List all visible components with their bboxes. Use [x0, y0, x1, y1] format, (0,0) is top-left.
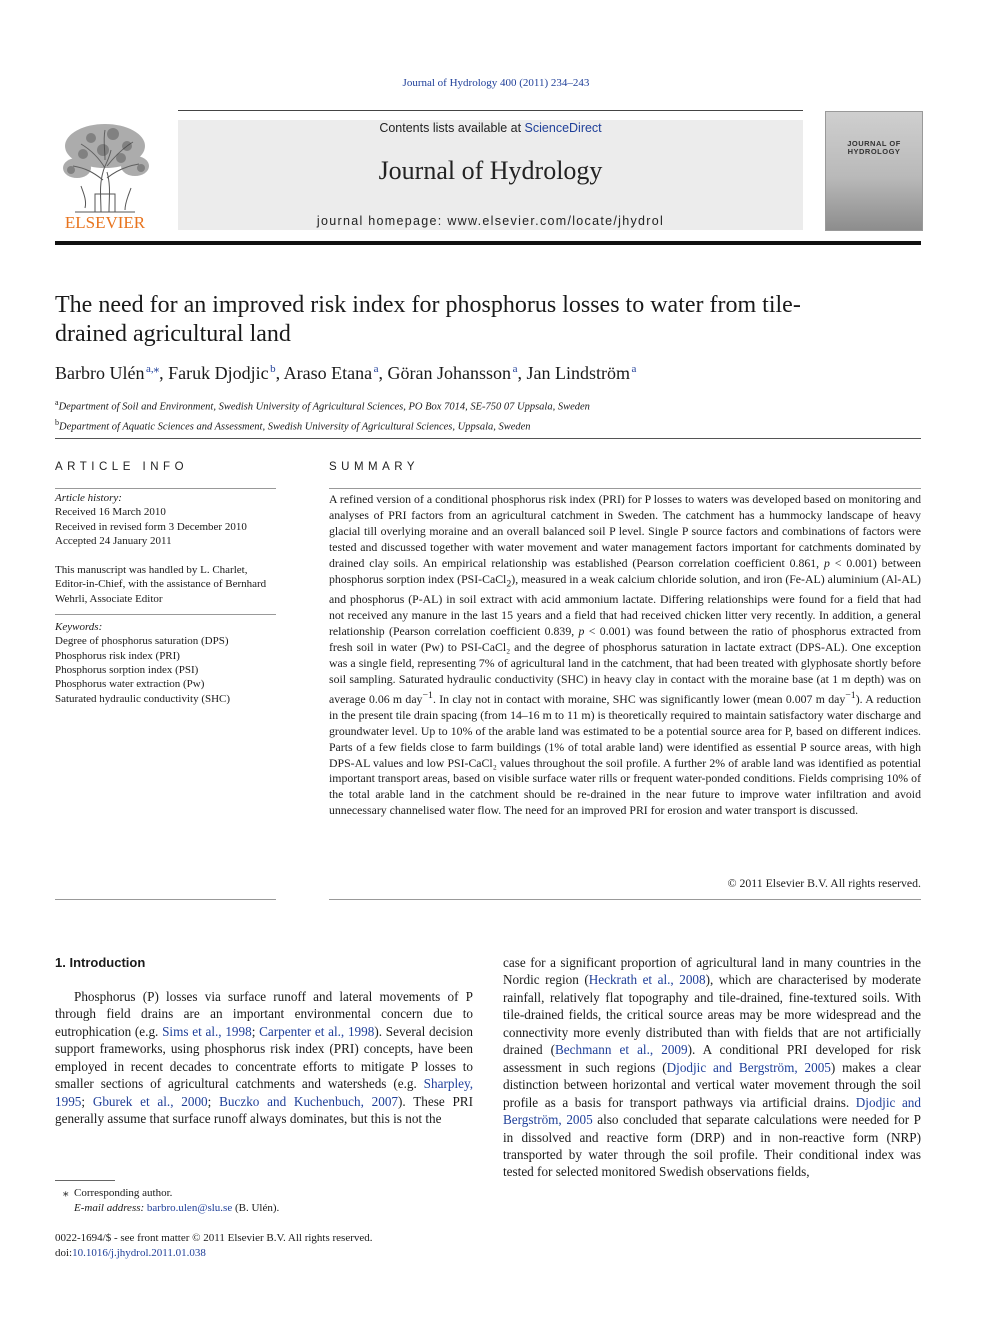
cover-title	[826, 140, 922, 156]
author-name[interactable]: Göran Johansson	[387, 363, 512, 383]
journal-citation[interactable]: Journal of Hydrology 400 (2011) 234–243	[402, 77, 590, 89]
author-affil-marker[interactable]: a	[512, 363, 518, 375]
keyword-item: Phosphorus sorption index (PSI)	[55, 663, 199, 676]
introduction-right-column: case for a significant proportion of agricultural land in many countries in the Nordic region (Heckrath et al., 2008), which are characterised by moderate rainfall, relatively flat topography and tile-drained, fine-textured soils. With tile-drained fields, the critical source areas may be more widespread and the connectivity more evenly distributed than with fields that are not artificially drained (Bechmann et al., 2009). A conditional PRI developed for risk assessment in such regions (Djodjic and Bergström, 2005) makes a clear distinction between horizontal and vertical water movement through the soil profile as a basis for transport pathways via artificial drains. Djodjic and Bergström, 2005 also concluded that separate calculations were needed for P in dissolved and reactive form (DRP) and in non-reactive form (NRP) transported by water through the soil profile. Their conditional index was tested for selected monitored Swedish observations fields,	[503, 955, 922, 1180]
affiliation-item	[55, 395, 921, 415]
article-info	[55, 491, 276, 706]
abstract-copyright: © 2011 Elsevier B.V. All rights reserved.	[727, 876, 921, 890]
citation-link[interactable]: Buczko and Kuchenbuch, 2007	[219, 1093, 399, 1109]
info-bottom-rule	[55, 899, 276, 900]
accepted-date: Accepted 24 January 2011	[55, 534, 172, 547]
citation-link[interactable]: Djodjic and Bergström, 2005	[503, 1094, 921, 1128]
editor-note: This manuscript was handled by L. Charlet, Editor-in-Chief, with the assistance of Bernhard Wehrli, Associate Editor	[55, 564, 267, 605]
header-rule	[178, 110, 803, 111]
journal-homepage-link[interactable]: journal homepage: www.elsevier.com/locate/jhydrol	[316, 214, 665, 228]
citation-link[interactable]: Heckrath et al., 2008	[588, 972, 706, 988]
summary-rule	[329, 488, 921, 489]
citation-link[interactable]: Sharpley, 1995	[55, 1076, 473, 1109]
affiliation-marker: a	[55, 398, 59, 407]
author-affil-marker[interactable]: a	[373, 363, 379, 375]
history-label: Article history:	[55, 492, 122, 504]
summary-heading: SUMMARY	[329, 461, 420, 473]
abstract-text: A refined version of a conditional phosphorus risk index (PRI) for P losses to waters was developed based on monitoring and analyses of PRI factors from an agricultural catchment in Sweden. The catchment has a hummocky landscape of heavy glacial till overlying moraine and an overall balanced soil P level. Single P source factors and combinations of factors were tested and discussed together with water movement and water management factors important for catchments dominated by drained clay soils. An empirical relationship was established (Pearson correlation coefficient 0.861, p < 0.001) between phosphorus sorption index (PSI-CaCl$_2$), measured in a weak calcium chloride solution, and iron (Fe-AL) aluminium (Al-AL) and phosphorus (P-AL) in soil extract with acid ammonium lactate. Differing relationships were found for a field that had not received any manure in the last 15 years and a field that had received chicken litter very recently. In addition, a general relationship (Pearson correlation coefficient 0.839, p < 0.001) was found between the ratio of phosphorus extracted from fresh soil in water (Pw) to PSI-CaCl₂ and the degree of phosphorus saturation in lactate extract (DPS-AL). One exception was a single field, representing 7% of agricultural land in the catchment, that had been treated with glyphosate shortly before soil sampling. Saturated hydraulic conductivity (SHC) in heavy clay in contact with the moraine base (at 1 m depth) was on average 0.06 m day$^{-1}$. In clay not in contact with moraine, SHC was significantly lower (mean 0.007 m day$^{-1}$). A reduction in the present tile drain spacing (from 14–16 m to 11 m) is theoretically required to maintain satisfactory water discharge and groundwater level. Up to 10% of the arable land was estimated to be a potential source area for P, based on different indices. Parts of a few fields close to farm buildings (1% of total arable land) were identified as essential P source areas, with high DPS-AL values and low PSI-CaCl₂ values throughout the soil profile. A further 2% of arable land was identified as potential important transport areas, based on visible surface water rills or frequent water-ponded conditions. Fields comprising 10% of the total arable land in the catchment should be re-drained in the near future to improve water infiltration and avoid unnecessary channelised water flow. The need for an improved PRI for erosion and water transport is discussed.	[329, 492, 922, 818]
keyword-item: Saturated hydraulic conductivity (SHC)	[55, 692, 231, 705]
bottom-meta	[55, 1231, 555, 1260]
email-owner: (B. Ulén).	[234, 1202, 280, 1214]
citation-link[interactable]: Carpenter et al., 1998	[259, 1023, 375, 1039]
doi-link[interactable]: 10.1016/j.jhydrol.2011.01.038	[72, 1246, 206, 1259]
affiliation-text: Department of Aquatic Sciences and Assessment, Swedish University of Agricultural Sciences, Uppsala, Sweden	[59, 421, 531, 432]
footnote	[55, 1186, 485, 1216]
citation-link[interactable]: Sims et al., 1998	[162, 1023, 252, 1039]
summary-bottom-rule	[329, 899, 921, 900]
received-date: Received 16 March 2010	[55, 506, 166, 519]
affiliation-item	[55, 415, 921, 435]
author-name[interactable]: Jan Lindström	[526, 363, 630, 383]
article-info-heading: ARTICLE INFO	[55, 461, 189, 473]
author-affil-marker[interactable]: a,⁎	[146, 363, 160, 375]
contents-line	[178, 121, 803, 135]
contents-prefix: Contents lists available at	[379, 121, 525, 135]
cover-title-line-1: JOURNAL OF	[847, 139, 901, 148]
keywords-label: Keywords:	[55, 621, 103, 634]
author-name[interactable]: Faruk Djodjic	[168, 363, 269, 383]
affiliation-text: Department of Soil and Environment, Swedish University of Agricultural Sciences, PO Box 7014, SE-750 07 Uppsala, Sweden	[58, 401, 590, 413]
citation-link[interactable]: Gburek et al., 2000	[92, 1093, 208, 1109]
publisher-name: ELSEVIER	[64, 213, 146, 232]
corresponding-author-note: Corresponding author.	[74, 1187, 173, 1199]
email-link[interactable]: barbro.ulen@slu.se	[146, 1202, 233, 1214]
keyword-item: Phosphorus water extraction (Pw)	[55, 678, 205, 691]
elsevier-tree-icon	[55, 120, 155, 232]
doi-line: doi:10.1016/j.jhydrol.2011.01.038	[55, 1246, 206, 1259]
header-thick-rule	[55, 241, 921, 245]
keyword-item: Degree of phosphorus saturation (DPS)	[55, 635, 229, 648]
affiliations	[55, 395, 921, 434]
author-name[interactable]: Barbro Ulén	[55, 363, 145, 383]
sciencedirect-link[interactable]: ScienceDirect	[524, 121, 602, 135]
journal-cover-thumbnail[interactable]	[825, 111, 923, 231]
footnote-mark: ⁎	[63, 1187, 69, 1199]
footnote-rule	[55, 1180, 115, 1181]
author-list: Barbro Ulén $^{a,⁎}$, Faruk Djodjic $^b$, Araso Etana $^a$, Göran Johansson $^a$, Jan Lindström $^a$	[55, 363, 637, 383]
issn-line: 0022-1694/$ - see front matter © 2011 Elsevier B.V. All rights reserved.	[55, 1232, 373, 1244]
revised-date: Received in revised form 3 December 2010	[55, 520, 247, 533]
introduction-heading: 1. Introduction	[55, 955, 146, 970]
info-rule	[55, 488, 276, 489]
cover-title-line-2: HYDROLOGY	[847, 147, 901, 156]
citation-link[interactable]: Bechmann et al., 2009	[555, 1042, 688, 1058]
author-affil-marker[interactable]: b	[270, 363, 276, 375]
article-title: The need for an improved risk index for phosphorus losses to water from tile-drained agricultural land	[55, 292, 801, 347]
elsevier-logo[interactable]	[55, 120, 155, 232]
affiliation-marker: b	[55, 417, 59, 427]
keywords-rule	[55, 614, 276, 615]
journal-title: Journal of Hydrology	[378, 156, 603, 185]
email-label: E-mail address:	[74, 1202, 145, 1214]
title-rule	[55, 438, 921, 439]
citation-link[interactable]: Djodjic and Bergström, 2005	[666, 1059, 831, 1075]
author-affil-marker[interactable]: a	[631, 363, 637, 375]
introduction-left-column: Phosphorus (P) losses via surface runoff and lateral movements of P through field drains are an important environmental concern due to eutrophication (e.g. Sims et al., 1998; Carpenter et al., 1998). Several decision support frameworks, using phosphorus risk index (PRI) concepts, have been employed in recent decades to concentrate efforts to mitigate P losses to smaller sections of agricultural catchments and watersheds (e.g. Sharpley, 1995; Gburek et al., 2000; Buczko and Kuchenbuch, 2007). These PRI generally assume that surface runoff always dominates, but this is not the	[55, 989, 473, 1127]
keyword-item: Phosphorus risk index (PRI)	[55, 649, 180, 662]
author-name[interactable]: Araso Etana	[283, 363, 373, 383]
